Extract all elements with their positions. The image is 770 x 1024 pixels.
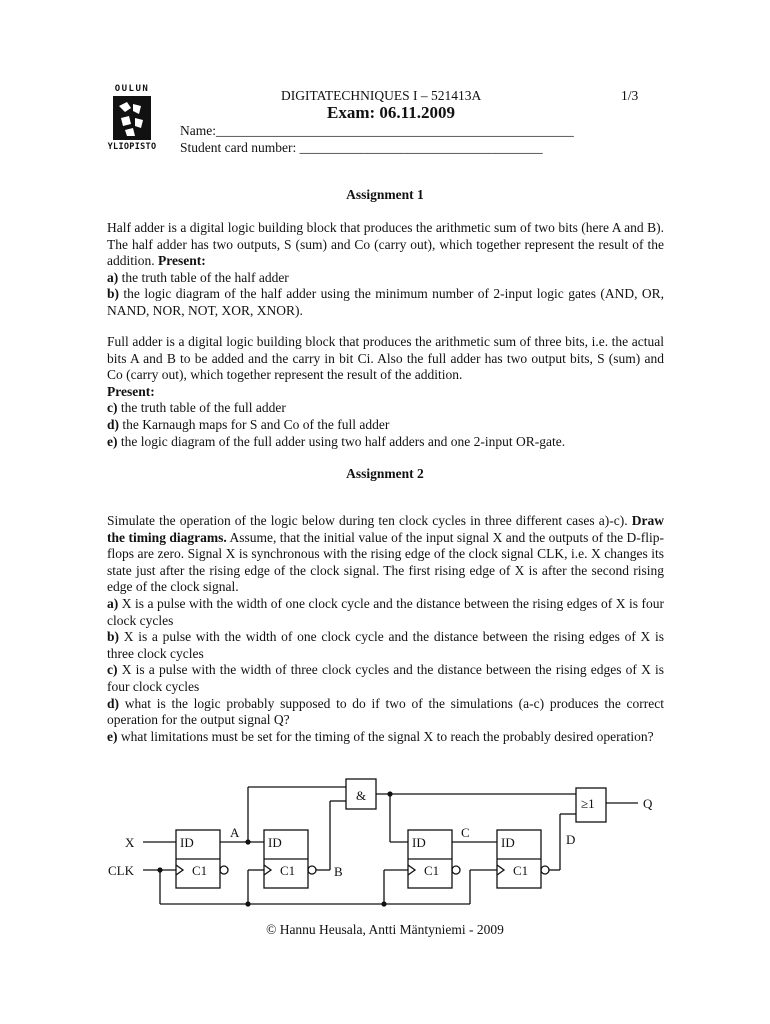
question-text: the truth table of the half adder bbox=[121, 269, 289, 285]
assignment-2-heading: Assignment 2 bbox=[346, 466, 424, 481]
simulation-intro bbox=[107, 513, 664, 596]
name-label: Name: bbox=[180, 123, 216, 138]
assignment-2-body bbox=[107, 513, 664, 745]
student-card-label: Student card number: bbox=[180, 140, 297, 155]
course-title: DIGITATECHNIQUES I – 521413A bbox=[281, 88, 482, 103]
ff1-clock-label: C1 bbox=[192, 863, 208, 878]
present-label: Present: bbox=[158, 253, 206, 269]
question-d bbox=[107, 696, 664, 729]
present-label: Present: bbox=[107, 383, 155, 399]
full-adder-text: Full adder is a digital logic building block that produces the arithmetic sum of three bits, i.e. the actual bits A and B to be added and the carry in bit Ci. Also the full adder has two output bits, S (sum) and Co (carry out), which together represent the result of the addition. bbox=[107, 334, 664, 383]
question-a bbox=[107, 270, 664, 287]
question-text: X is a pulse with the width of one clock cycle and the distance between the rising edges of X is four clock cycles bbox=[107, 595, 664, 628]
question-e bbox=[107, 729, 664, 746]
d-label: D bbox=[566, 832, 576, 847]
clk-label: CLK bbox=[108, 863, 134, 878]
question-c bbox=[107, 400, 664, 417]
question-label: e) bbox=[107, 433, 118, 449]
name-line: _____________________________________________________ bbox=[216, 123, 574, 138]
ff4-clock-label: C1 bbox=[513, 863, 529, 878]
question-text: what limitations must be set for the timing of the signal X to reach the probably desired operation? bbox=[120, 728, 654, 744]
assignment-1-part-1 bbox=[107, 220, 664, 320]
question-b bbox=[107, 629, 664, 662]
ff4-d-label: ID bbox=[501, 835, 515, 850]
question-label: d) bbox=[107, 416, 120, 432]
question-text: the truth table of the full adder bbox=[120, 400, 286, 416]
assignment-1-part-2 bbox=[107, 334, 664, 450]
logo-bottom-text: YLIOPISTO bbox=[107, 142, 157, 152]
c-label: C bbox=[461, 825, 470, 840]
ff1-d-label: ID bbox=[180, 835, 194, 850]
question-e bbox=[107, 434, 664, 451]
question-text: the logic diagram of the full adder using two half adders and one 2-input OR-gate. bbox=[120, 433, 566, 449]
question-label: e) bbox=[107, 728, 118, 744]
b-label: B bbox=[334, 864, 343, 879]
question-label: a) bbox=[107, 595, 119, 611]
question-text: X is a pulse with the width of one clock cycle and the distance between the rising edges of X is three clock cycles bbox=[107, 629, 665, 661]
question-label: c) bbox=[107, 400, 118, 416]
question-d bbox=[107, 417, 664, 434]
university-logo bbox=[106, 84, 158, 150]
question-c bbox=[107, 662, 664, 695]
question-text: the logic diagram of the half adder using the minimum number of 2-input logic gates (AND, OR, NAND, NOR, NOT, XOR, XNOR). bbox=[107, 286, 664, 318]
question-label: d) bbox=[107, 695, 120, 711]
and-gate-label: & bbox=[356, 788, 367, 803]
student-card-line: ____________________________________ bbox=[299, 140, 543, 155]
a-label: A bbox=[230, 825, 240, 840]
flip-flop-circuit-diagram bbox=[0, 770, 770, 915]
student-card-field bbox=[180, 140, 543, 156]
ff3-d-label: ID bbox=[412, 835, 426, 850]
question-text: what is the logic probably supposed to do if two of the simulations (a-c) produces the correct operation for the output signal Q? bbox=[107, 695, 665, 728]
exam-title: Exam: 06.11.2009 bbox=[327, 103, 455, 122]
full-adder-paragraph bbox=[107, 334, 664, 400]
assignment-1-heading: Assignment 1 bbox=[346, 187, 424, 202]
question-label: c) bbox=[107, 662, 118, 678]
question-label: b) bbox=[107, 629, 120, 645]
question-label: a) bbox=[107, 269, 119, 285]
half-adder-paragraph bbox=[107, 220, 664, 270]
ff2-d-label: ID bbox=[268, 835, 282, 850]
question-a bbox=[107, 596, 664, 629]
ff3-clock-label: C1 bbox=[424, 863, 440, 878]
name-field bbox=[180, 123, 574, 139]
intro-bold-text: Draw the timing diagrams. bbox=[107, 513, 665, 545]
logo-top-text: OULUN bbox=[114, 84, 150, 94]
x-label: X bbox=[125, 835, 135, 850]
intro-text: Assume, that the initial value of the input signal X and the outputs of the D-flip-flops are zero. Signal X is synchronous with the rising edge of the clock signal CLK, i.e. X changes its state just after the rising edge of the clock signal. The first rising edge of X is after the second rising edge of the clock signal. bbox=[107, 529, 664, 595]
logo-mark-icon bbox=[113, 96, 151, 140]
question-text: X is a pulse with the width of three clock cycles and the distance between the rising edges of X is four clock cycles bbox=[107, 662, 665, 694]
question-b bbox=[107, 286, 664, 319]
or-gate-label: ≥1 bbox=[581, 796, 595, 811]
ff2-clock-label: C1 bbox=[280, 863, 296, 878]
intro-text: Simulate the operation of the logic below during ten clock cycles in three different cases a)-c). bbox=[107, 513, 628, 528]
copyright-footer: © Hannu Heusala, Antti Mäntyniemi - 2009 bbox=[266, 922, 504, 937]
q-label: Q bbox=[643, 796, 653, 811]
question-label: b) bbox=[107, 286, 120, 302]
half-adder-text: Half adder is a digital logic building block that produces the arithmetic sum of two bits (here A and B). The half adder has two outputs, S (sum) and Co (carry out), which together represent the result of the addition. bbox=[107, 220, 664, 269]
page-number: 1/3 bbox=[621, 88, 639, 103]
question-text: the Karnaugh maps for S and Co of the full adder bbox=[122, 416, 390, 432]
